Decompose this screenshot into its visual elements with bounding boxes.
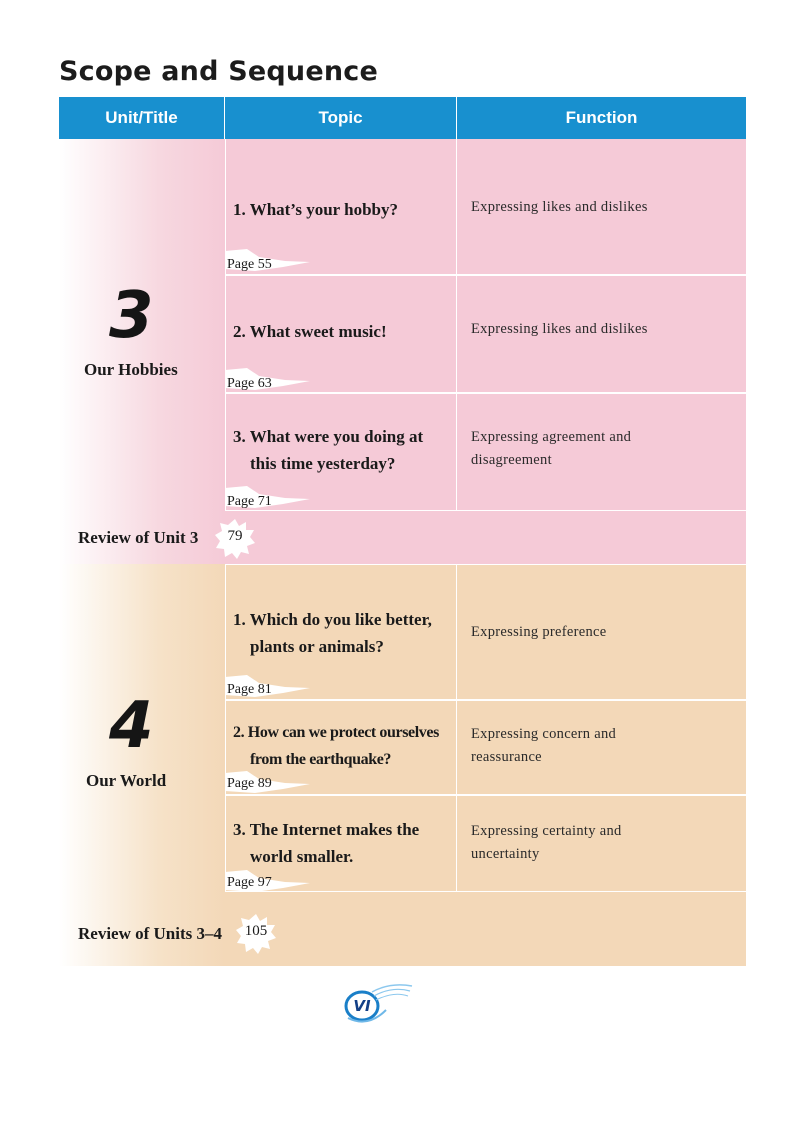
- page-reference: Page 97: [227, 875, 272, 890]
- page-number-logo: [338, 980, 414, 1028]
- review-label: Review of Units 3–4: [78, 924, 223, 943]
- unit-number: 3: [109, 279, 154, 353]
- lesson-topic: 3. What were you doing at this time yesterday?: [233, 427, 424, 473]
- unit-4-section: [59, 564, 746, 966]
- lesson-row: [225, 795, 746, 892]
- lesson-row: [225, 564, 746, 700]
- lesson-topic: 1. What’s your hobby?: [233, 200, 399, 219]
- unit-3-section: [59, 139, 746, 564]
- header-topic: Topic: [225, 97, 457, 139]
- page-roman-numeral: VI: [353, 997, 371, 1015]
- lesson-topic: 3. The Internet makes the world smaller.: [233, 820, 420, 866]
- review-page: 105: [244, 923, 268, 939]
- header-unit: Unit/Title: [59, 97, 225, 139]
- page-title: Scope and Sequence: [59, 56, 378, 87]
- table-header: [59, 97, 746, 139]
- unit-name: Our Hobbies: [84, 360, 178, 379]
- unit-name: Our World: [86, 771, 167, 790]
- lesson-function: Expressing concern and reassurance: [471, 726, 617, 765]
- header-function: Function: [565, 108, 638, 127]
- page-reference: Page 55: [227, 257, 272, 272]
- lesson-topic: 1. Which do you like better, plants or animals?: [233, 610, 432, 656]
- lesson-topic: 2. How can we protect ourselves from the earthquake?: [233, 724, 439, 768]
- lesson-function: Expressing agreement and disagreement: [471, 429, 632, 468]
- review-label: Review of Unit 3: [78, 528, 199, 547]
- page-reference: Page 81: [227, 682, 272, 697]
- lesson-row: [225, 700, 746, 795]
- lesson-function: Expressing preference: [471, 624, 607, 640]
- review-page: 79: [227, 528, 243, 544]
- page-reference: Page 71: [227, 494, 272, 509]
- unit-number: 4: [109, 689, 154, 763]
- lesson-row: [225, 275, 746, 393]
- page-reference: Page 63: [227, 376, 272, 391]
- page-reference: Page 89: [227, 776, 272, 791]
- lesson-function: Expressing likes and dislikes: [471, 199, 648, 215]
- lesson-row: [225, 139, 746, 275]
- lesson-function: Expressing likes and dislikes: [471, 321, 648, 337]
- lesson-topic: 2. What sweet music!: [233, 322, 387, 341]
- lesson-function: Expressing certainty and uncertainty: [471, 823, 622, 862]
- lesson-row: [225, 393, 746, 511]
